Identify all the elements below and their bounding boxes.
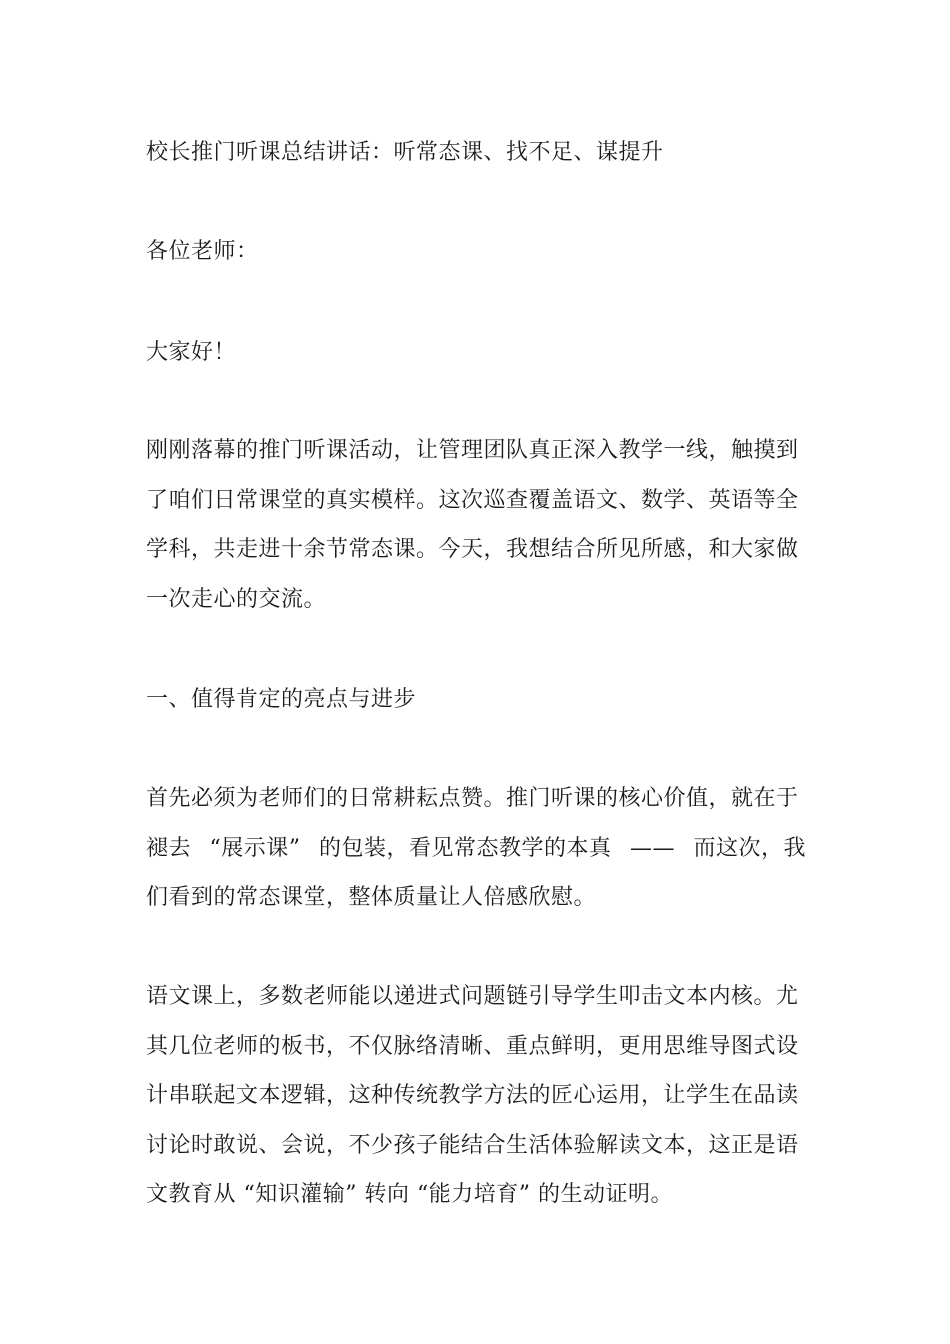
intro-paragraph — [146, 426, 806, 624]
paragraph-line: 褪去 “展示课” 的包装，看见常态教学的本真 —— 而这次，我 — [146, 835, 806, 861]
paragraph-line: 们看到的常态课堂，整体质量让人倍感欣慰。 — [146, 885, 597, 910]
paragraph-line: 学科，共走进十余节常态课。今天，我想结合所见所感，和大家做 — [146, 537, 799, 562]
paragraph-line: 讨论时敢说、会说，不少孩子能结合生活体验解读文本，这正是语 — [146, 1132, 799, 1158]
paragraph-praise — [146, 774, 806, 923]
paragraph-line: 语文课上，多数老师能以递进式问题链引导学生叩击文本内核。尤 — [146, 984, 799, 1009]
salutation: 各位老师： — [146, 239, 259, 264]
paragraph-line: 其几位老师的板书，不仅脉络清晰、重点鲜明，更用思维导图式设 — [146, 1033, 799, 1059]
paragraph-line: 首先必须为老师们的日常耕耘点赞。推门听课的核心价值，就在于 — [146, 786, 799, 811]
greeting: 大家好！ — [146, 340, 237, 365]
paragraph-line: 计串联起文本逻辑，这种传统教学方法的匠心运用，让学生在品读 — [146, 1083, 799, 1108]
paragraph-line: 一次走心的交流。 — [146, 586, 327, 612]
paragraph-line: 了咱们日常课堂的真实模样。这次巡查覆盖语文、数学、英语等全 — [146, 487, 799, 513]
paragraph-line: 文教育从 “知识灌输” 转向 “能力培育” 的生动证明。 — [146, 1182, 673, 1207]
paragraph-chinese-class — [146, 972, 806, 1220]
document-title: 校长推门听课总结讲话：听常态课、找不足、谋提升 — [146, 140, 664, 165]
section-heading: 一、值得肯定的亮点与进步 — [146, 687, 417, 712]
paragraph-line: 刚刚落幕的推门听课活动，让管理团队真正深入教学一线，触摸到 — [146, 438, 799, 463]
